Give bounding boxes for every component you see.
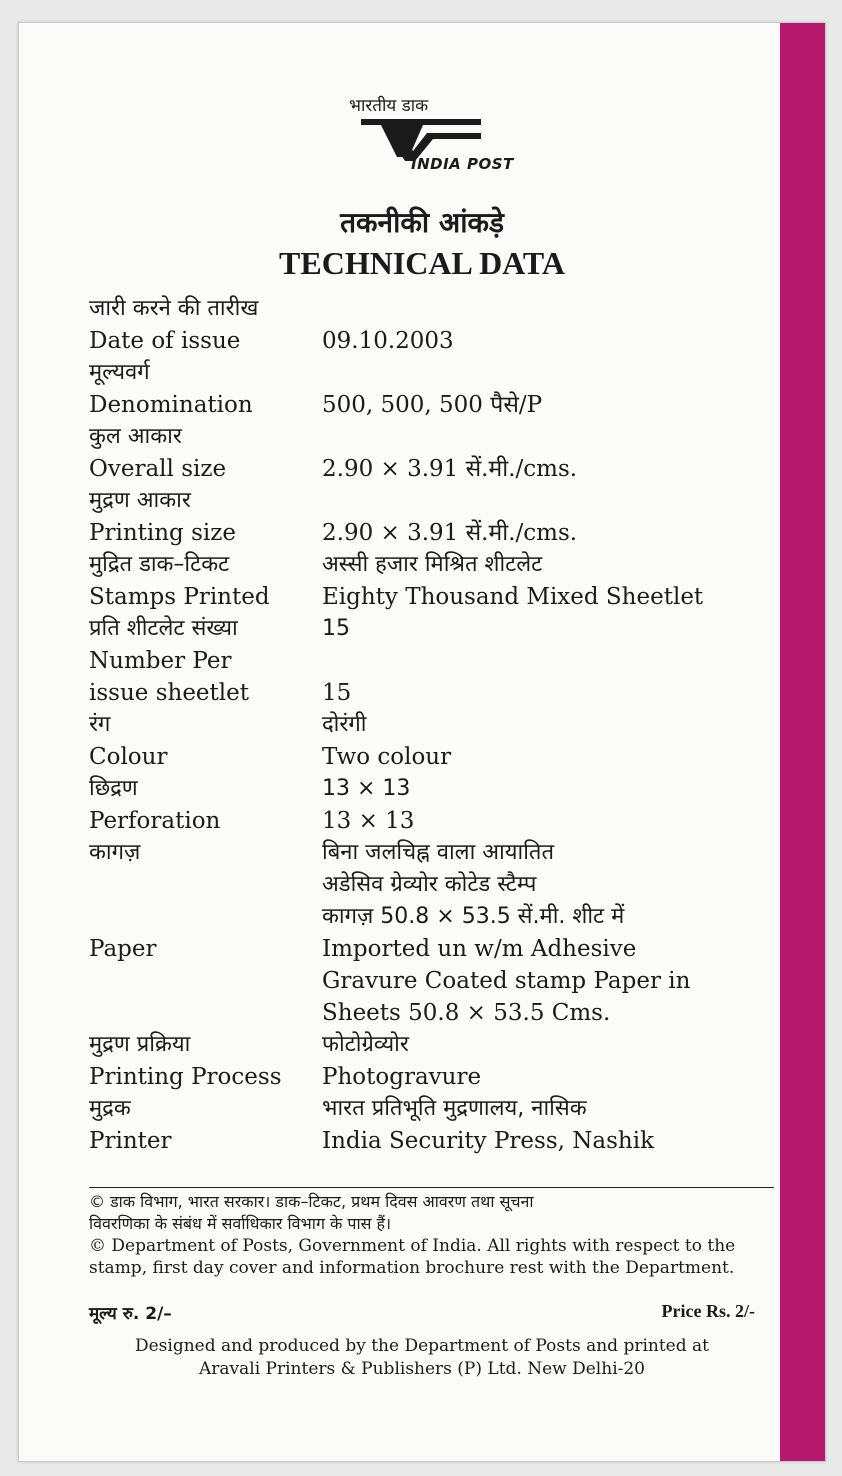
row-label: Number Per: [89, 648, 232, 674]
row-label: कागज़: [89, 840, 141, 865]
row-value: Photogravure: [322, 1064, 482, 1090]
printer-credit-line-2: Aravali Printers & Publishers (P) Ltd. New Delhi-20: [198, 1359, 646, 1379]
row-value: अस्सी हजार मिश्रित शीटलेट: [322, 552, 543, 577]
row-label: प्रति शीटलेट संख्या: [89, 616, 238, 641]
row-value: 15: [322, 680, 352, 706]
data-row: [89, 773, 769, 805]
data-row: [89, 357, 769, 389]
data-row: [89, 453, 769, 485]
row-label: जारी करने की तारीख: [89, 296, 259, 321]
row-value: अडेसिव ग्रेव्योर कोटेड स्टैम्प: [322, 872, 537, 897]
data-row: [89, 901, 769, 933]
data-row: [89, 741, 769, 773]
row-value: दोरंगी: [322, 712, 367, 737]
row-label: Denomination: [89, 392, 253, 418]
row-value: Gravure Coated stamp Paper in: [322, 968, 691, 994]
data-row: [89, 389, 769, 421]
data-row: [89, 997, 769, 1029]
data-row: [89, 1061, 769, 1093]
data-row: [89, 1093, 769, 1125]
data-row: [89, 293, 769, 325]
data-row: [89, 613, 769, 645]
data-row: [89, 869, 769, 901]
row-label: मुद्रक: [89, 1096, 131, 1121]
brochure-sheet: [18, 22, 826, 1462]
row-label: Perforation: [89, 808, 221, 834]
row-label: मुद्रित डाक–टिकट: [89, 552, 230, 577]
data-row: [89, 421, 769, 453]
copyright-english-line-1: © Department of Posts, Government of India. All rights with respect to the: [89, 1236, 736, 1256]
data-row: [89, 485, 769, 517]
data-row: [89, 645, 769, 677]
row-label: कुल आकार: [89, 424, 182, 449]
data-row: [89, 549, 769, 581]
row-value: बिना जलचिह्न वाला आयातित: [322, 840, 555, 865]
divider-line: [89, 1187, 774, 1188]
data-row: [89, 837, 769, 869]
row-label: रंग: [89, 712, 111, 737]
row-label: Printing Process: [89, 1064, 282, 1090]
row-value: 2.90 × 3.91 सें.मी./cms.: [322, 520, 578, 546]
row-value: 13 × 13: [322, 808, 415, 834]
row-label: मुद्रण प्रक्रिया: [89, 1032, 191, 1057]
row-value: Imported un w/m Adhesive: [322, 936, 637, 962]
india-post-logo: [349, 93, 549, 203]
row-label: Date of issue: [89, 328, 241, 354]
row-label: मुद्रण आकार: [89, 488, 191, 513]
data-row: [89, 805, 769, 837]
row-value: कागज़ 50.8 × 53.5 सें.मी. शीट में: [322, 904, 625, 929]
copyright-hindi-line-2: विवरणिका के संबंध में सर्वाधिकार विभाग के पास हैं।: [89, 1214, 392, 1233]
row-label: Stamps Printed: [89, 584, 270, 610]
row-value: 2.90 × 3.91 सें.मी./cms.: [322, 456, 578, 482]
row-value: India Security Press, Nashik: [322, 1128, 655, 1154]
data-row: [89, 581, 769, 613]
data-row: [89, 933, 769, 965]
row-value: फोटोग्रेव्योर: [322, 1032, 409, 1057]
data-row: [89, 1125, 769, 1157]
technical-data-table: [89, 293, 769, 1157]
envelope-v-icon: [361, 111, 481, 161]
row-label: Printer: [89, 1128, 172, 1154]
data-row: [89, 325, 769, 357]
row-value: 09.10.2003: [322, 328, 454, 354]
logo-hindi-text: भारतीय डाक: [349, 96, 429, 116]
price-english: Price Rs. 2/-: [661, 1301, 755, 1321]
logo-english-text: INDIA POST: [411, 155, 514, 173]
copyright-block: [89, 1191, 779, 1279]
row-value: Sheets 50.8 × 53.5 Cms.: [322, 1000, 611, 1026]
copyright-hindi-line-1: © डाक विभाग, भारत सरकार। डाक–टिकट, प्रथम दिवस आवरण तथा सूचना: [89, 1192, 534, 1211]
row-label: issue sheetlet: [89, 680, 249, 706]
row-label: Colour: [89, 744, 168, 770]
row-label: Overall size: [89, 456, 227, 482]
data-row: [89, 1029, 769, 1061]
data-row: [89, 709, 769, 741]
data-row: [89, 677, 769, 709]
row-label: Printing size: [89, 520, 236, 546]
row-value: 500, 500, 500 पैसे/P: [322, 392, 543, 418]
row-value: भारत प्रतिभूति मुद्रणालय, नासिक: [322, 1096, 587, 1121]
row-value: Eighty Thousand Mixed Sheetlet: [322, 584, 704, 610]
title-hindi: तकनीकी आंकड़े: [340, 206, 504, 239]
row-label: Paper: [89, 936, 157, 962]
row-value: Two colour: [322, 744, 452, 770]
row-label: मूल्यवर्ग: [89, 360, 150, 385]
price-hindi: मूल्य रु. 2/–: [89, 1304, 172, 1324]
copyright-english-line-2: stamp, first day cover and information brochure rest with the Department.: [89, 1258, 735, 1278]
row-value: 15: [322, 616, 350, 641]
data-row: [89, 965, 769, 997]
row-value: 13 × 13: [322, 776, 411, 801]
data-row: [89, 517, 769, 549]
row-label: छिद्रण: [89, 776, 138, 801]
title-english: TECHNICAL DATA: [279, 245, 565, 281]
printer-credit: [19, 1335, 825, 1381]
printer-credit-line-1: Designed and produced by the Department of Posts and printed at: [134, 1336, 709, 1356]
